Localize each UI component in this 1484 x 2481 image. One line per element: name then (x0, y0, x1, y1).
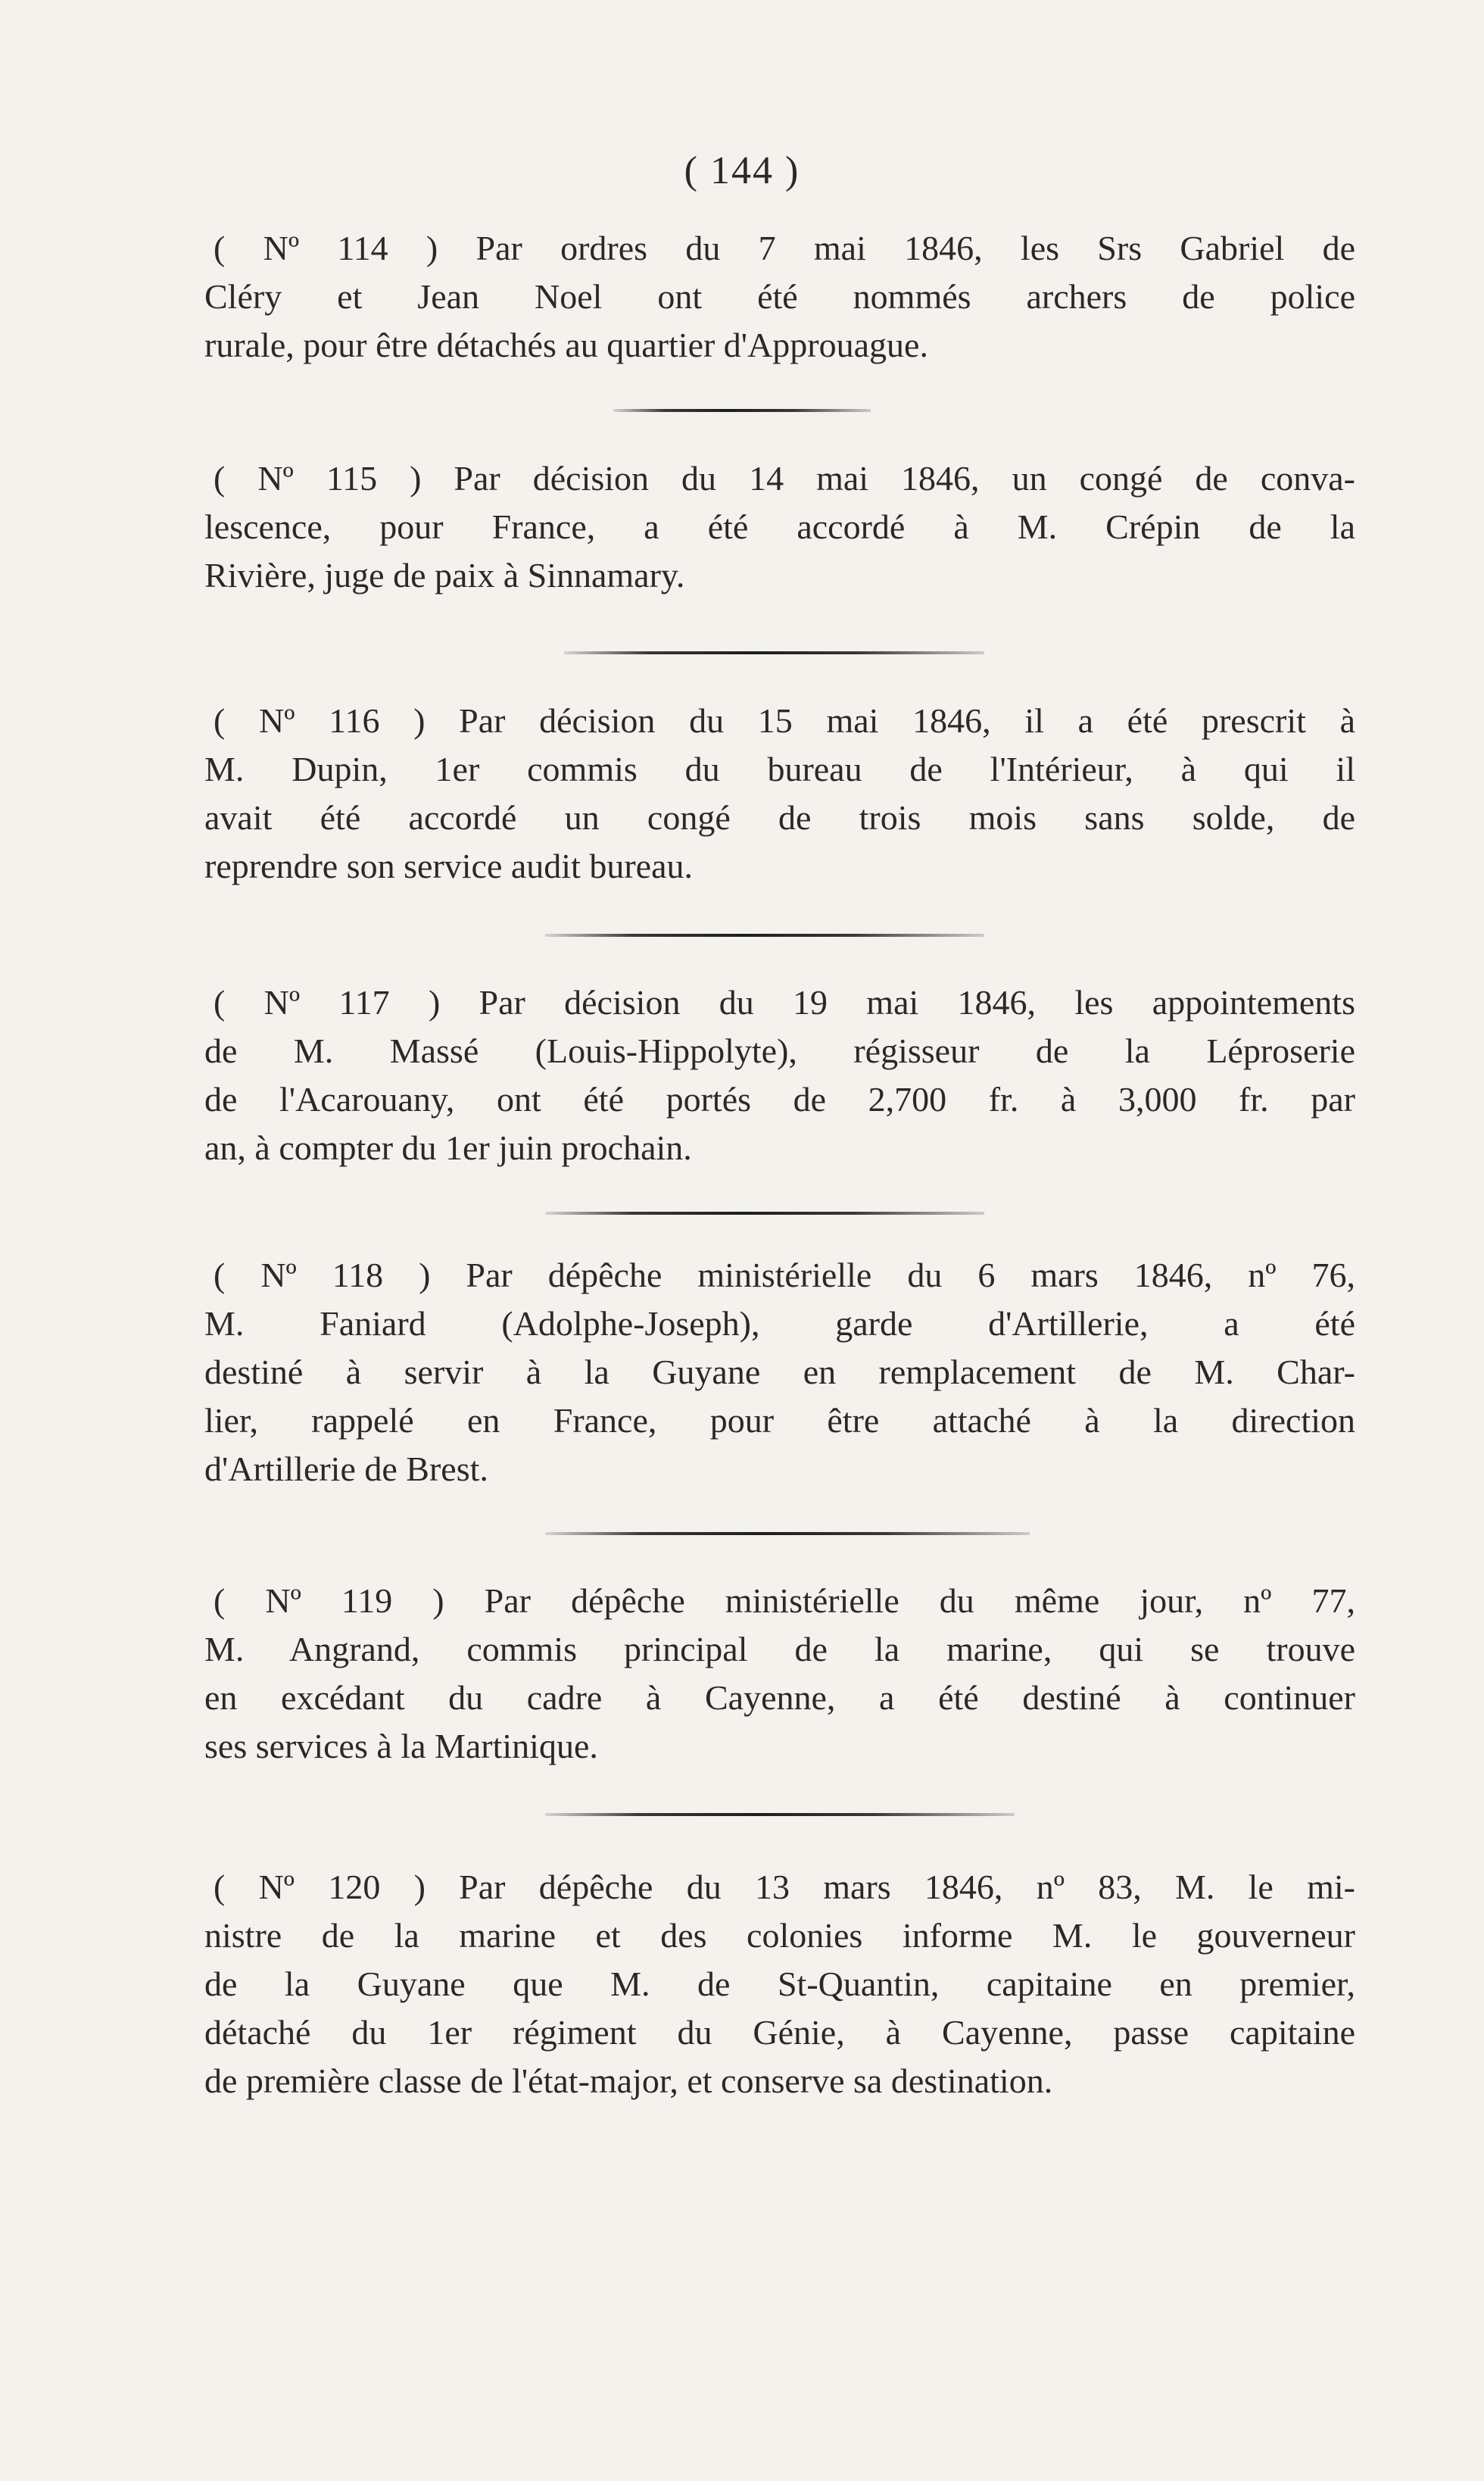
separator-rule (545, 934, 984, 937)
entry-line: ( Nº 118 ) Par dépêche ministérielle du 6 mars 1846, nº 76, (214, 1256, 1355, 1294)
separator-rule (545, 1813, 1015, 1816)
entry-line: ( Nº 114 ) Par ordres du 7 mai 1846, les Srs Gabriel de (214, 229, 1355, 267)
entry-line: rurale, pour être détachés au quartier d'Approuague. (204, 326, 928, 364)
entry-line: lescence, pour France, a été accordé à M. Crépin de la (204, 507, 1355, 546)
separator-rule (613, 409, 871, 412)
entry-line: ( Nº 117 ) Par décision du 19 mai 1846, les appointements (214, 983, 1355, 1022)
entry-line: nistre de la marine et des colonies informe M. le gouverneur (204, 1916, 1355, 1955)
entry-line: détaché du 1er régiment du Génie, à Cayenne, passe capitaine (204, 2013, 1355, 2052)
entry-line: M. Dupin, 1er commis du bureau de l'Intérieur, à qui il (204, 750, 1355, 788)
entry-119 (204, 1577, 1355, 1771)
entry-115 (204, 454, 1355, 600)
separator-rule (564, 651, 984, 654)
entry-120 (204, 1863, 1355, 2105)
entry-line: Rivière, juge de paix à Sinnamary. (204, 556, 685, 595)
entry-line: M. Angrand, commis principal de la marine, qui se trouve (204, 1630, 1355, 1668)
entry-line: an, à compter du 1er juin prochain. (204, 1128, 692, 1167)
entry-line: destiné à servir à la Guyane en remplacement de M. Char- (204, 1353, 1355, 1391)
page-number: ( 144 ) (684, 149, 800, 192)
entry-line: ( Nº 119 ) Par dépêche ministérielle du même jour, nº 77, (214, 1581, 1355, 1620)
separator-rule (545, 1212, 984, 1215)
entry-line: reprendre son service audit bureau. (204, 847, 693, 885)
entry-117 (204, 978, 1355, 1172)
entry-line: M. Faniard (Adolphe-Joseph), garde d'Artillerie, a été (204, 1304, 1355, 1343)
entry-line: ses services à la Martinique. (204, 1727, 598, 1765)
entry-line: ( Nº 115 ) Par décision du 14 mai 1846, un congé de conva- (214, 459, 1355, 498)
entry-line: ( Nº 120 ) Par dépêche du 13 mars 1846, nº 83, M. le mi- (214, 1868, 1355, 1906)
entry-116 (204, 697, 1355, 891)
entry-114 (204, 224, 1355, 370)
entry-line: d'Artillerie de Brest. (204, 1450, 488, 1488)
entry-line: de la Guyane que M. de St-Quantin, capitaine en premier, (204, 1965, 1355, 2003)
entry-line: avait été accordé un congé de trois mois sans solde, de (204, 798, 1355, 837)
entry-line: de M. Massé (Louis-Hippolyte), régisseur de la Léproserie (204, 1031, 1355, 1070)
entry-118 (204, 1251, 1355, 1493)
entry-line: en excédant du cadre à Cayenne, a été destiné à continuer (204, 1678, 1355, 1717)
entry-line: lier, rappelé en France, pour être attaché à la direction (204, 1401, 1355, 1440)
separator-rule (545, 1532, 1030, 1535)
entry-line: ( Nº 116 ) Par décision du 15 mai 1846, il a été prescrit à (214, 701, 1355, 740)
entry-line: de l'Acarouany, ont été portés de 2,700 fr. à 3,000 fr. par (204, 1080, 1355, 1119)
entry-line: Cléry et Jean Noel ont été nommés archers de police (204, 277, 1355, 316)
entry-line: de première classe de l'état-major, et conserve sa destination. (204, 2061, 1053, 2100)
